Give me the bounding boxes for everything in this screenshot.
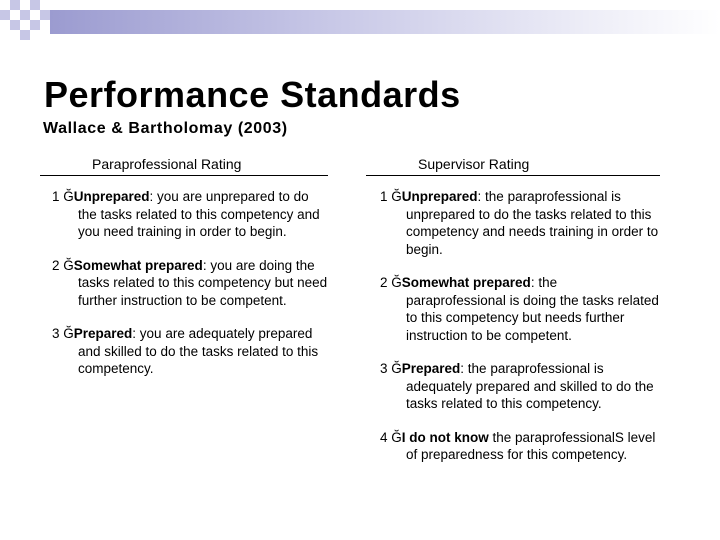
item-term: I do not know — [401, 429, 489, 445]
item-term: Prepared — [401, 361, 461, 376]
column-header: Paraprofessional Rating — [40, 156, 328, 176]
item-text: : the paraprofessional is doing the tasks related to this competency but needs further instruction to be competent. — [406, 275, 659, 343]
item-number: 2 Ğ — [380, 275, 402, 290]
paraprofessional-rating-column — [40, 156, 328, 394]
list-item — [366, 429, 660, 464]
slide-subtitle: Wallace & Bartholomay (2003) — [43, 120, 288, 137]
item-term: Unprepared — [401, 189, 478, 204]
item-text: : you are doing the tasks related to this competency but need further instruction to be competent. — [78, 257, 328, 308]
supervisor-rating-column — [366, 156, 660, 480]
item-text: : the paraprofessional is unprepared to do the tasks related to this competency and needs training in order to begin. — [406, 189, 659, 257]
item-term: Prepared — [73, 326, 133, 341]
list-item — [366, 360, 660, 413]
item-text: : you are adequately prepared and skilled to do the tasks related to this competency. — [78, 326, 319, 376]
item-number: 3 Ğ — [380, 361, 402, 376]
item-text: : the paraprofessional is adequately prepared and skilled to do the tasks related to this competency. — [406, 361, 654, 411]
item-number: 1 Ğ — [380, 189, 402, 204]
list-item — [366, 188, 660, 258]
item-term: Unprepared — [73, 189, 150, 204]
item-text: : you are unprepared to do the tasks related to this competency and you need training in order to begin. — [78, 189, 320, 239]
item-number: 2 Ğ — [52, 257, 74, 273]
item-text: the paraprofessionalЅ level of preparedness for this competency. — [406, 429, 656, 462]
list-item — [40, 257, 328, 310]
item-number: 3 Ğ — [52, 326, 74, 341]
list-item — [366, 274, 660, 344]
item-number: 4 Ğ — [380, 429, 402, 445]
decorative-gradient-bar — [50, 10, 720, 34]
list-item — [40, 188, 328, 241]
item-number: 1 Ğ — [52, 189, 74, 204]
item-term: Somewhat prepared — [401, 275, 531, 290]
slide-title: Performance Standards — [44, 74, 461, 115]
item-term: Somewhat prepared — [73, 257, 203, 273]
list-item — [40, 325, 328, 378]
column-header: Supervisor Rating — [366, 156, 660, 176]
